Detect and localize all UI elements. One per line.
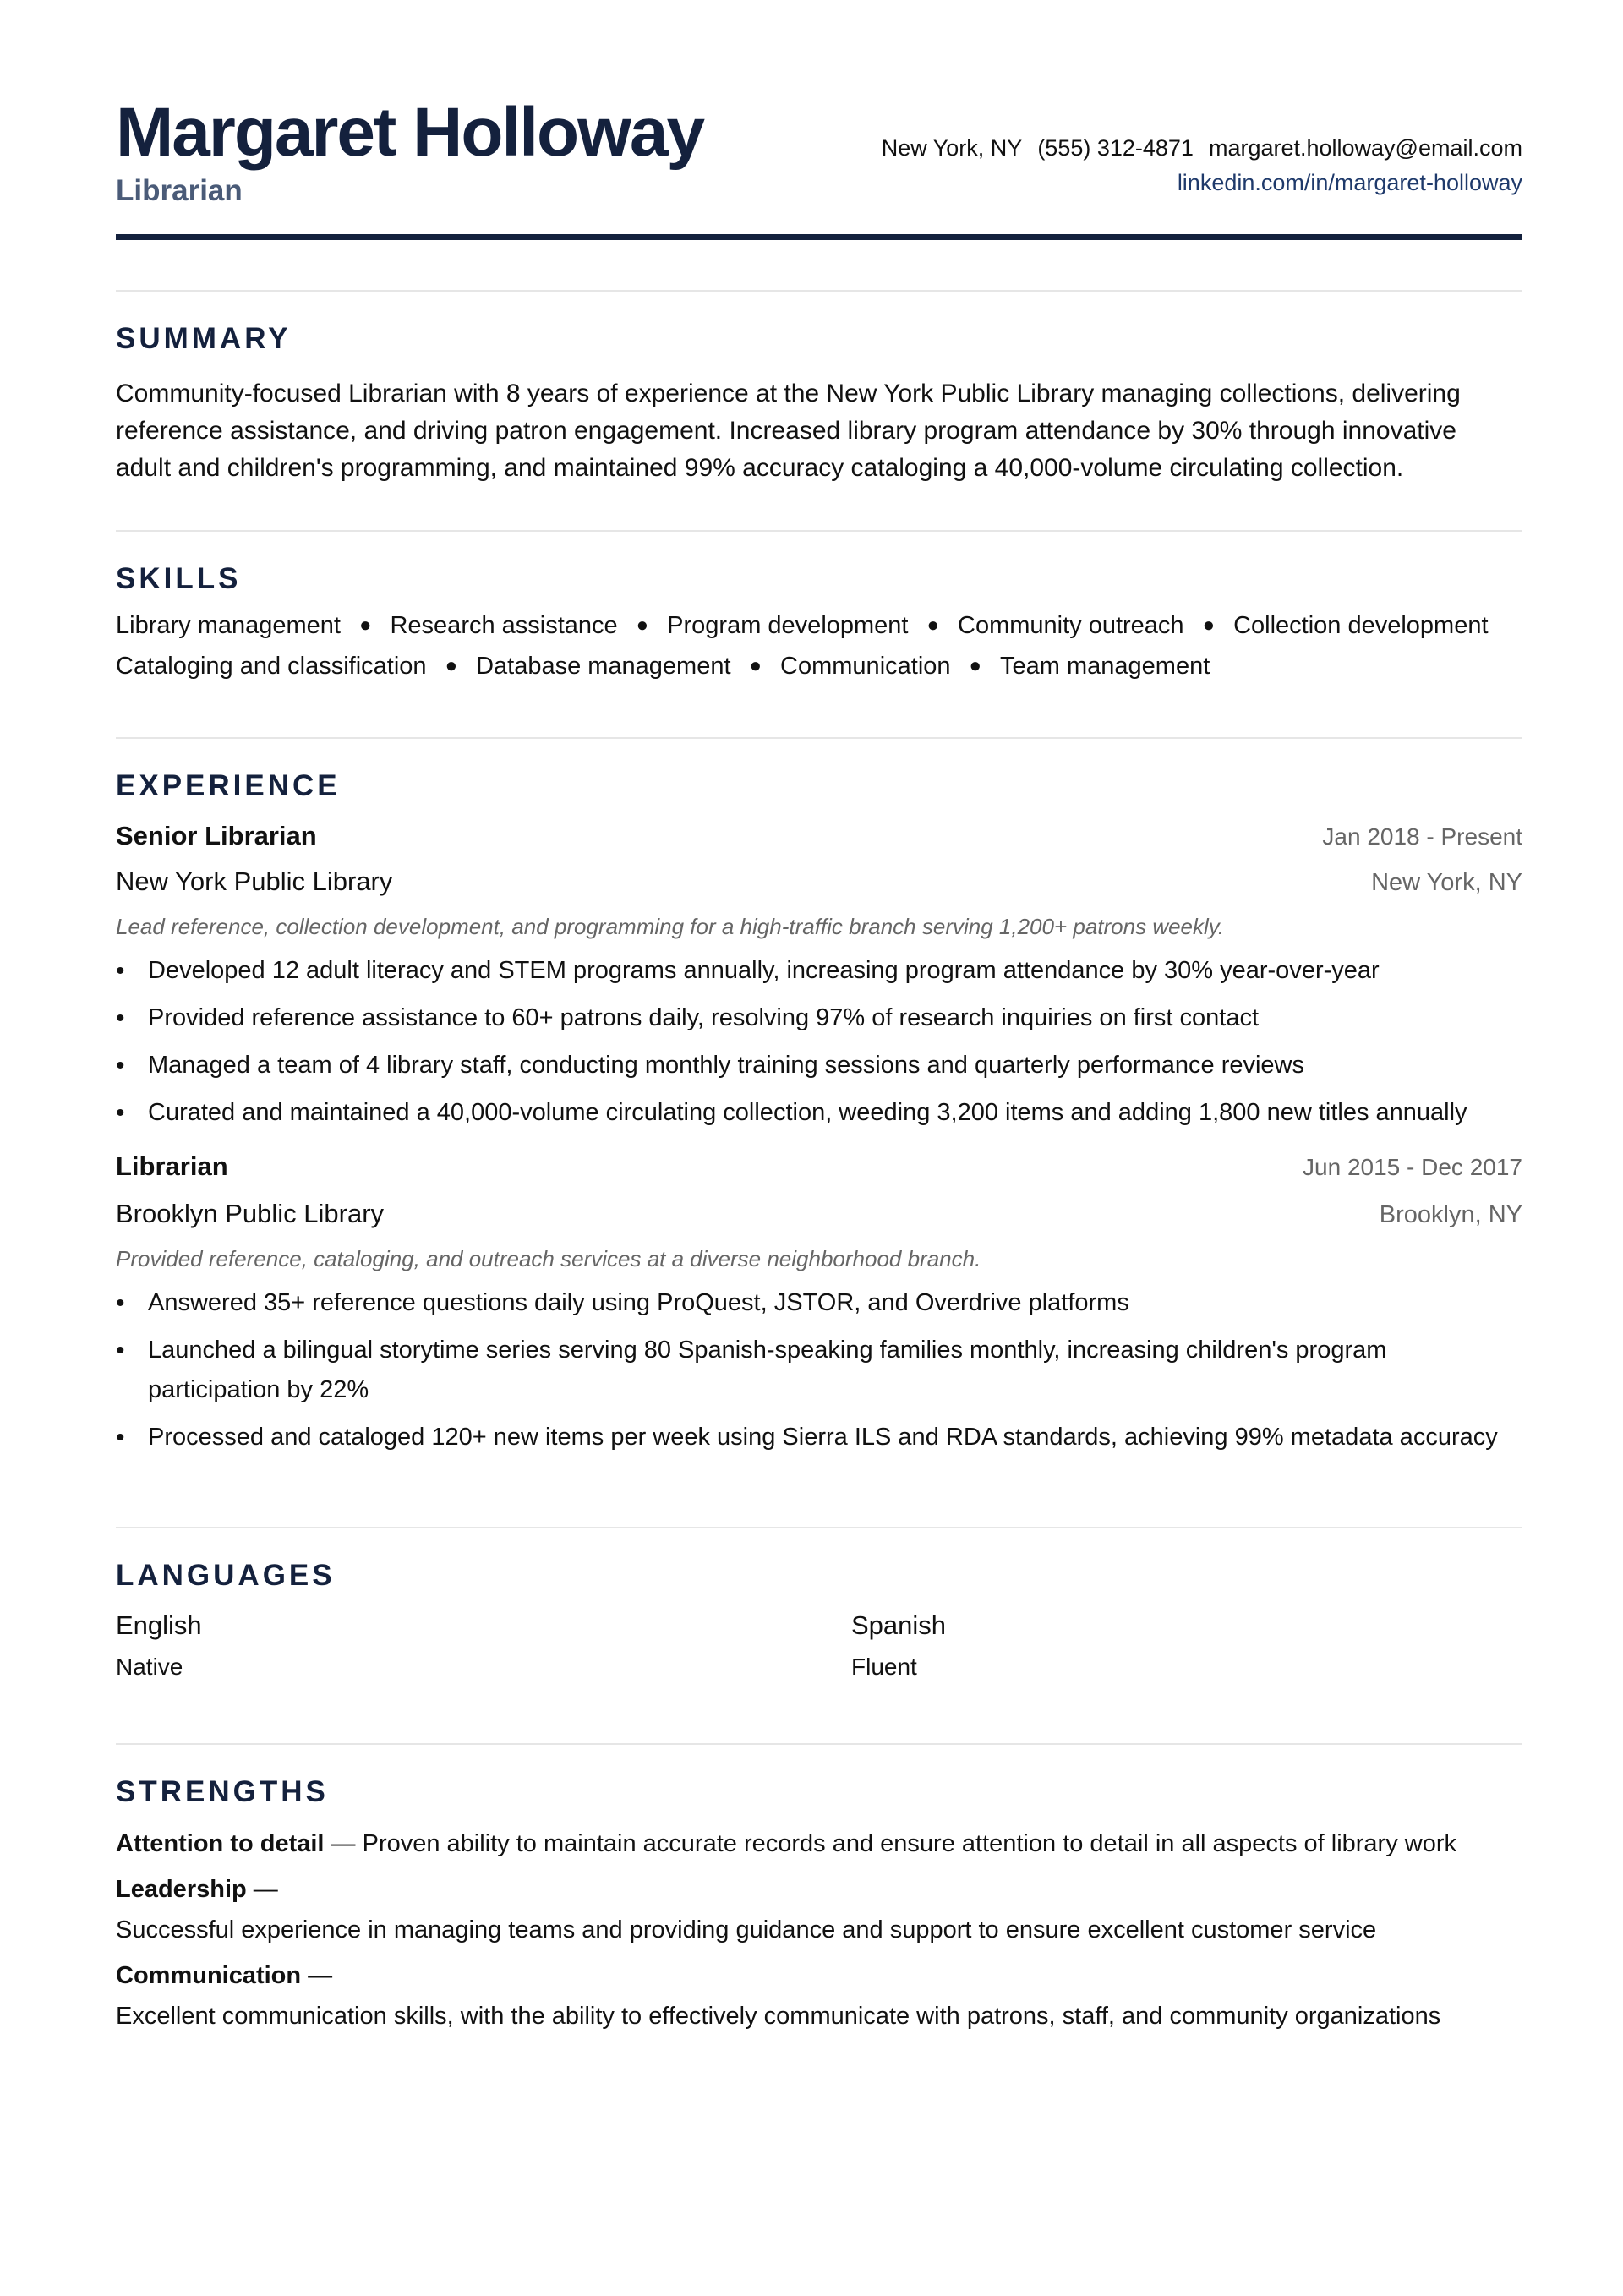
job-dates: Jun 2015 - Dec 2017 xyxy=(1303,1154,1522,1180)
strength-text: Successful experience in managing teams and providing guidance and support to ensure excellent customer service xyxy=(116,1916,1377,1943)
skill-item: Community outreach xyxy=(958,612,1184,639)
job-bullets xyxy=(116,1283,1522,1457)
contact-email[interactable]: margaret.holloway@email.com xyxy=(1208,135,1522,161)
bullet-dot-icon: ● xyxy=(926,614,939,637)
job-location: New York, NY xyxy=(1371,869,1522,896)
skill-item: Database management xyxy=(476,653,731,680)
strength-separator: — xyxy=(301,1962,333,1989)
job-entry xyxy=(116,1153,1522,1457)
bullet-dot-icon: ● xyxy=(969,654,982,677)
candidate-role: Librarian xyxy=(116,174,243,207)
strength-text: Proven ability to maintain accurate records and ensure attention to detail in all aspects of library work xyxy=(362,1830,1457,1857)
summary-heading: SUMMARY xyxy=(116,322,292,355)
languages-section xyxy=(116,1527,1522,1714)
bullet-item: • Curated and maintained a 40,000-volume circulating collection, weeding 3,200 items and adding 1,800 new titles annually xyxy=(116,1093,1522,1133)
skill-item: Library management xyxy=(116,612,341,639)
summary-section xyxy=(116,290,1522,487)
header-divider xyxy=(116,234,1522,240)
candidate-name: Margaret Holloway xyxy=(116,94,704,171)
bullet-item: • Answered 35+ reference questions daily using ProQuest, JSTOR, and Overdrive platforms xyxy=(116,1283,1522,1323)
contact-location: New York, NY xyxy=(881,135,1023,161)
strengths-heading: STRENGTHS xyxy=(116,1775,329,1808)
strength-item xyxy=(116,1832,1522,1856)
summary-line: reference assistance, and driving patron engagement. Increased library program attendance by 30% through innovative xyxy=(116,417,1456,445)
contact-info xyxy=(882,137,1522,194)
language-name: English xyxy=(116,1610,202,1640)
summary-text xyxy=(116,375,1522,487)
strength-title: Communication xyxy=(116,1962,302,1989)
job-description: Lead reference, collection development, and programming for a high-traffic branch serving 1,200+ patrons weekly. xyxy=(116,914,1225,939)
section-divider xyxy=(116,290,1522,292)
languages-heading: LANGUAGES xyxy=(116,1559,336,1592)
bullet-item: • Processed and cataloged 120+ new items per week using Sierra ILS and RDA standards, achieving 99% metadata accuracy xyxy=(116,1418,1522,1457)
section-divider xyxy=(116,737,1522,739)
skills-section xyxy=(116,530,1522,686)
job-organization: Brooklyn Public Library xyxy=(116,1199,385,1228)
bullet-dot-icon: ● xyxy=(358,614,372,637)
bullet-dot-icon: ● xyxy=(1202,614,1216,637)
job-title: Librarian xyxy=(116,1151,228,1181)
skill-item: Collection development xyxy=(1233,612,1489,639)
job-organization: New York Public Library xyxy=(116,866,393,896)
experience-heading: EXPERIENCE xyxy=(116,769,341,802)
bullet-dot-icon: ● xyxy=(445,654,458,677)
strength-separator: — xyxy=(324,1830,363,1857)
skills-list xyxy=(116,605,1522,686)
section-divider xyxy=(116,530,1522,532)
strength-item xyxy=(116,1964,1522,2029)
language-name: Spanish xyxy=(851,1610,947,1640)
bullet-dot-icon: ● xyxy=(749,654,762,677)
bullet-item: • Managed a team of 4 library staff, conducting monthly training sessions and quarterly performance reviews xyxy=(116,1046,1522,1085)
summary-line: Community-focused Librarian with 8 years of experience at the New York Public Library managing collections, delivering xyxy=(116,380,1461,407)
bullet-item: • Developed 12 adult literacy and STEM programs annually, increasing program attendance by 30% year-over-year xyxy=(116,951,1522,991)
job-location: Brooklyn, NY xyxy=(1379,1201,1522,1228)
job-bullets xyxy=(116,951,1522,1133)
section-divider xyxy=(116,1527,1522,1528)
language-level: Native xyxy=(116,1654,183,1680)
skills-row xyxy=(116,646,1522,686)
language-item xyxy=(851,1612,946,1679)
summary-line: adult and children's programming, and maintained 99% accuracy cataloging a 40,000-volume circulating collection. xyxy=(116,454,1404,482)
skill-item: Cataloging and classification xyxy=(116,653,427,680)
strengths-list xyxy=(116,1832,1522,2029)
strength-separator: — xyxy=(246,1876,278,1903)
job-title: Senior Librarian xyxy=(116,821,317,850)
strength-title: Attention to detail xyxy=(116,1830,325,1857)
skill-item: Research assistance xyxy=(390,612,618,639)
job-entry xyxy=(116,823,1522,1133)
skills-heading: SKILLS xyxy=(116,562,242,595)
skill-item: Team management xyxy=(1000,653,1210,680)
bullet-text: Launched a bilingual storytime series serving 80 Spanish-speaking families monthly, increasing children's program xyxy=(148,1337,1387,1364)
experience-section xyxy=(116,737,1522,1457)
section-divider xyxy=(116,1743,1522,1745)
languages-list xyxy=(116,1612,1522,1714)
contact-phone[interactable]: (555) 312-4871 xyxy=(1037,135,1194,161)
strength-text: Excellent communication skills, with the ability to effectively communicate with patrons, staff, and community organizations xyxy=(116,2003,1441,2030)
skill-item: Program development xyxy=(667,612,909,639)
contact-linkedin[interactable]: linkedin.com/in/margaret-holloway xyxy=(1177,170,1522,195)
bullet-dot-icon: ● xyxy=(636,614,649,637)
language-level: Fluent xyxy=(851,1654,917,1680)
strength-item xyxy=(116,1878,1522,1943)
bullet-item xyxy=(116,1331,1522,1410)
job-dates: Jan 2018 - Present xyxy=(1322,823,1522,850)
resume-header xyxy=(116,93,1522,242)
bullet-item: • Provided reference assistance to 60+ patrons daily, resolving 97% of research inquiries on first contact xyxy=(116,998,1522,1038)
strength-title: Leadership xyxy=(116,1876,247,1903)
bullet-text-continuation: participation by 22% xyxy=(148,1376,369,1403)
skills-row xyxy=(116,605,1522,646)
strengths-section xyxy=(116,1743,1522,2029)
job-description: Provided reference, cataloging, and outreach services at a diverse neighborhood branch. xyxy=(116,1246,981,1271)
language-item xyxy=(116,1612,202,1679)
skill-item: Communication xyxy=(780,653,951,680)
